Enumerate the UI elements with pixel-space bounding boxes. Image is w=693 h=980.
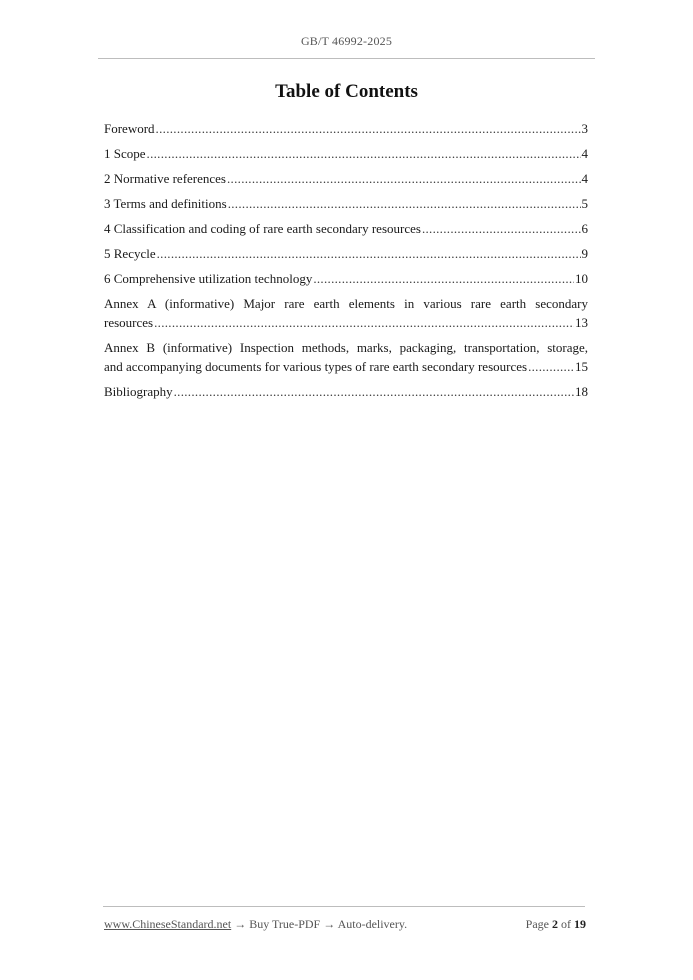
toc-entry-classification-coding[interactable] [104,219,588,238]
toc-entry-annex-a[interactable] [104,294,588,332]
toc-entry-label: 6 Comprehensive utilization technology [104,271,313,286]
header-divider [98,58,595,59]
toc-entry-page: 15 [575,359,588,374]
toc-entry-page: 4 [581,171,588,186]
document-code-header: GB/T 46992-2025 [300,34,393,48]
toc-entry-page: 3 [581,121,588,136]
toc-entry-recycle[interactable] [104,244,588,263]
page-word: Page [525,917,549,931]
toc-entry-page: 13 [575,315,588,330]
page-footer [104,917,586,932]
toc-entry-page: 4 [581,146,588,161]
toc-entry-page: 10 [575,271,588,286]
page-title: Table of Contents [275,81,418,102]
toc-entry-label: Bibliography [104,384,173,399]
toc-entry-label-line2: resources [104,315,154,330]
toc-entry-label-line2: and accompanying documents for various types of rare earth secondary resources [104,359,528,374]
toc-leader-dots [147,144,581,163]
toc-entry-continuation [104,357,588,376]
footer-promo-text: → Buy True-PDF → Auto-delivery. [231,917,408,931]
toc-entry-label: 5 Recycle [104,246,156,261]
toc-entry-foreword[interactable] [104,119,588,138]
toc-entry-continuation [104,313,588,332]
toc-leader-dots [156,119,581,138]
toc-leader-dots [228,194,581,213]
toc-leader-dots [313,269,574,288]
of-word: of [561,917,571,931]
page-number-indicator [526,917,586,932]
toc-entry-label-line1: Annex B (informative) Inspection methods, marks, packaging, transportation, storage, [104,340,588,355]
footer-divider [103,906,585,907]
toc-entry-label: 1 Scope [104,146,146,161]
toc-entry-page: 18 [575,384,588,399]
toc-entry-label: 2 Normative references [104,171,226,186]
toc-entry-label-line1: Annex A (informative) Major rare earth elements in various rare earth secondary [104,296,588,311]
toc-leader-dots [528,357,574,376]
toc-entry-label: Foreword [104,121,155,136]
table-of-contents [104,119,588,407]
toc-entry-page: 5 [581,196,588,211]
toc-entry-page: 9 [581,246,588,261]
toc-entry-bibliography[interactable] [104,382,588,401]
toc-leader-dots [422,219,581,238]
toc-entry-normative-references[interactable] [104,169,588,188]
toc-entry-scope[interactable] [104,144,588,163]
toc-entry-label: 3 Terms and definitions [104,196,227,211]
footer-promo [104,917,407,932]
toc-entry-page: 6 [581,221,588,236]
toc-leader-dots [174,382,574,401]
toc-leader-dots [227,169,581,188]
toc-leader-dots [157,244,581,263]
website-link[interactable]: www.ChineseStandard.net [104,917,232,931]
total-pages-number: 19 [574,917,586,931]
toc-entry-label: 4 Classification and coding of rare earth secondary resources [104,221,421,236]
toc-entry-terms-definitions[interactable] [104,194,588,213]
toc-entry-annex-b[interactable] [104,338,588,376]
current-page-number: 2 [552,917,558,931]
toc-leader-dots [154,313,574,332]
toc-entry-utilization-technology[interactable] [104,269,588,288]
